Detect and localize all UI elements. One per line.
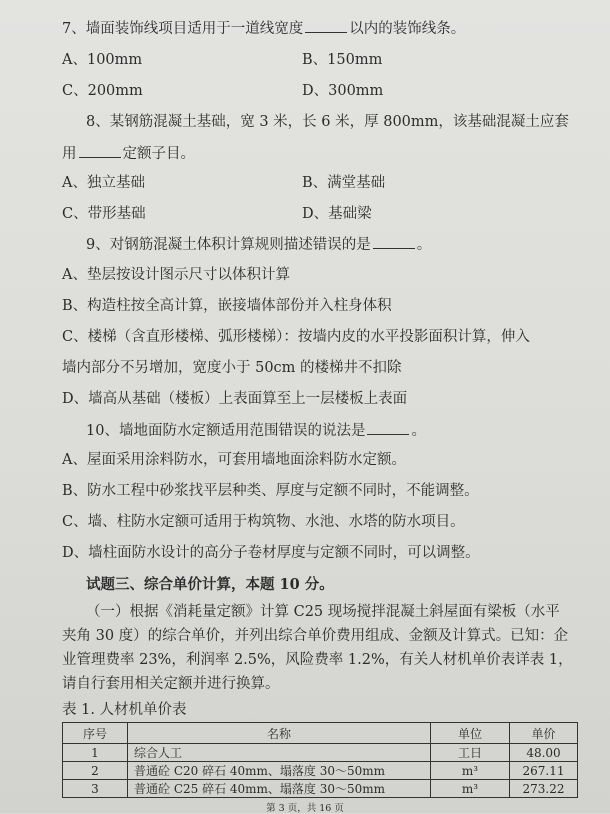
page-footer: 第 3 页，共 16 页 <box>266 803 344 814</box>
col-header-price: 单价 <box>510 723 578 744</box>
section-title: 试题三、综合单价计算，本题 10 分。 <box>86 576 334 593</box>
question-8-suffix: 定额子目。 <box>122 146 195 162</box>
question-7-suffix: 以内的装饰线条。 <box>349 21 466 37</box>
section-paragraph-line3: 业管理费率 23%，利润率 2.5%，风险费率 1.2%，有关人材机单价表详表 1， <box>62 652 573 668</box>
answer-blank <box>373 234 415 249</box>
col-header-name: 名称 <box>128 723 431 744</box>
table-caption: 表 1. 人材机单价表 <box>62 702 187 718</box>
option-9c-line2: 墙内部分不另增加，宽度小于 50cm 的楼梯井不扣除 <box>62 360 402 376</box>
option-10c: C、墙、柱防水定额可适用于构筑物、水池、水塔的防水项目。 <box>62 514 465 530</box>
question-9-suffix: 。 <box>416 237 432 253</box>
cell-unit: 工日 <box>431 744 510 762</box>
cell-name: 普通砼 C20 碎石 40mm、塌落度 30～50mm <box>128 762 431 780</box>
col-header-index: 序号 <box>63 723 128 744</box>
table-row <box>63 744 578 762</box>
option-8c: C、带形基础 <box>62 206 146 222</box>
question-10-prefix: 10、墙地面防水定额适用范围错误的说法是 <box>86 423 366 439</box>
option-7d: D、300mm <box>302 83 384 99</box>
section-paragraph-line4: 请自行套用相关定额并进行换算。 <box>62 676 280 692</box>
cell-price: 267.11 <box>510 762 578 780</box>
option-9b: B、构造柱按全高计算，嵌接墙体部份并入柱身体积 <box>62 298 392 314</box>
option-8b: B、满堂基础 <box>302 175 386 191</box>
cell-price: 48.00 <box>510 744 578 762</box>
cell-index: 1 <box>63 744 128 762</box>
section-paragraph-line1: （一）根据《消耗量定额》计算 C25 现场搅拌混凝土斜屋面有梁板（水平 <box>86 604 560 620</box>
table-row <box>63 762 578 780</box>
section-paragraph-line2: 夹角 30 度）的综合单价，并列出综合单价费用组成、金额及计算式。已知：企 <box>62 628 569 644</box>
answer-blank <box>305 18 347 33</box>
question-7 <box>62 18 465 39</box>
option-9c-line1: C、楼梯（含直形楼梯、弧形楼梯）：按墙内皮的水平投影面积计算，伸入 <box>62 329 530 345</box>
option-7c: C、200mm <box>62 83 143 99</box>
question-7-prefix: 7、墙面装饰线项目适用于一道线宽度 <box>62 21 304 37</box>
question-8-prefix: 用 <box>62 146 77 162</box>
cell-unit: m³ <box>431 780 510 798</box>
answer-blank <box>367 420 409 435</box>
option-8a: A、独立基础 <box>62 175 145 191</box>
question-9 <box>86 234 431 255</box>
option-7b: B、150mm <box>302 52 383 68</box>
question-8-line1: 8、某钢筋混凝土基础，宽 3 米，长 6 米，厚 800mm，该基础混凝土应套 <box>86 114 569 130</box>
table-header-row <box>63 723 578 744</box>
option-7a: A、100mm <box>62 52 143 68</box>
cell-name: 普通砼 C25 碎石 40mm、塌落度 30～50mm <box>128 780 431 798</box>
question-10-suffix: 。 <box>411 423 426 439</box>
option-10a: A、屋面采用涂料防水，可套用墙地面涂料防水定额。 <box>62 452 406 468</box>
option-9d: D、墙高从基础（楼板）上表面算至上一层楼板上表面 <box>62 391 408 407</box>
option-8d: D、基础梁 <box>302 206 372 222</box>
option-9a: A、垫层按设计图示尺寸以体积计算 <box>62 267 290 283</box>
cell-index: 3 <box>63 780 128 798</box>
cell-unit: m³ <box>431 762 510 780</box>
question-10 <box>86 420 426 441</box>
cell-price: 273.22 <box>510 780 578 798</box>
unit-price-table <box>62 722 578 798</box>
option-10b: B、防水工程中砂浆找平层种类、厚度与定额不同时，不能调整。 <box>62 483 479 499</box>
answer-blank <box>79 143 121 158</box>
col-header-unit: 单位 <box>431 723 510 744</box>
question-8-line2 <box>62 143 195 164</box>
option-10d: D、墙柱面防水设计的高分子卷材厚度与定额不同时，可以调整。 <box>62 545 480 561</box>
question-9-prefix: 9、对钢筋混凝土体积计算规则描述错误的是 <box>86 237 371 253</box>
table-row <box>63 780 578 798</box>
cell-name: 综合人工 <box>128 744 431 762</box>
cell-index: 2 <box>63 762 128 780</box>
